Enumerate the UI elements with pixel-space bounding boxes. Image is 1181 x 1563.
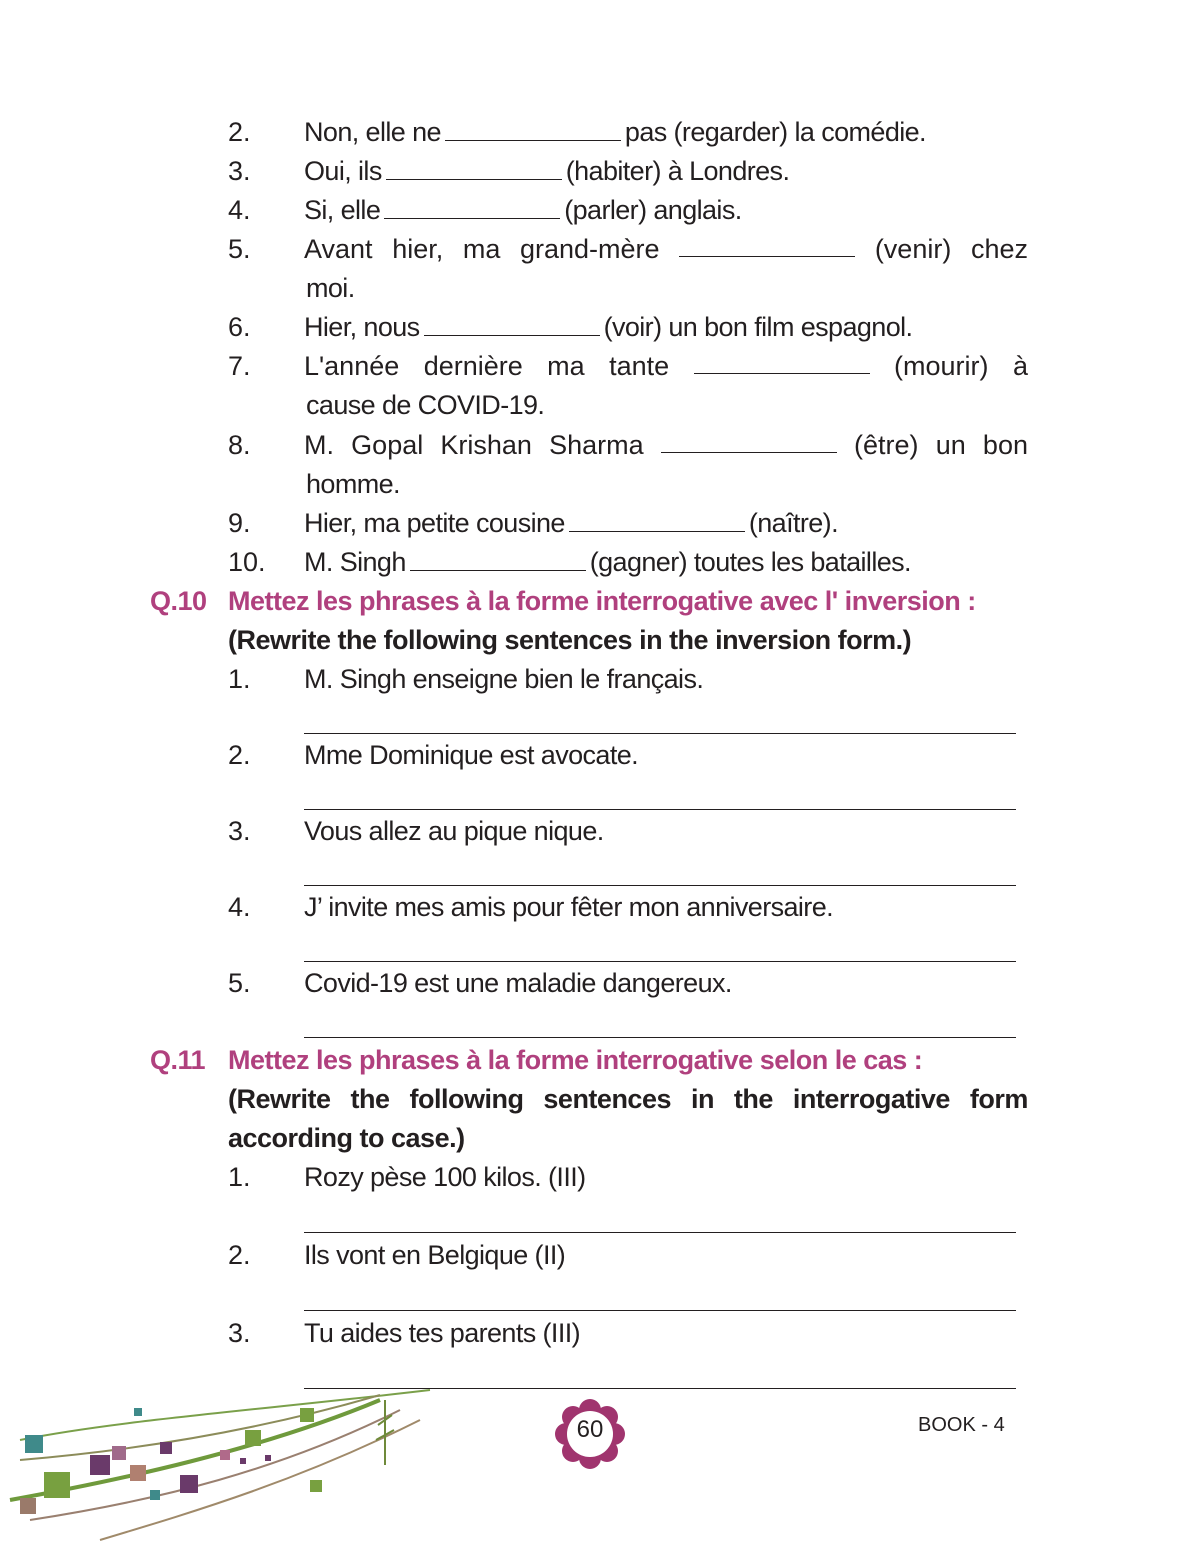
item-text: Ils vont en Belgique (II): [304, 1240, 566, 1270]
question-subtitle: (Rewrite the following sentences in the inversion form.): [228, 625, 912, 655]
item-number: 4.: [228, 195, 251, 225]
item-text: Vous allez au pique nique.: [304, 816, 604, 846]
item-text-after: pas (regarder) la comédie.: [624, 117, 926, 147]
word: sentences: [543, 1084, 671, 1114]
word: (Rewrite: [228, 1084, 331, 1114]
fill-blank[interactable]: [569, 507, 745, 532]
answer-line[interactable]: [304, 733, 1016, 734]
item-number: 1.: [228, 1162, 251, 1192]
word: in: [690, 1084, 714, 1114]
item-number: 5.: [228, 234, 251, 264]
item-text-before: Non, elle ne: [304, 117, 441, 147]
answer-line[interactable]: [304, 1232, 1016, 1233]
decorative-swoosh-icon: [0, 1380, 440, 1563]
fill-blank[interactable]: [386, 155, 562, 180]
item-text: Covid-19 est une maladie dangereux.: [304, 968, 732, 998]
answer-line[interactable]: [304, 885, 1016, 886]
fill-blank[interactable]: [445, 116, 621, 141]
item-text-after: (naître).: [748, 508, 838, 538]
question-subtitle-cont: according to case.): [228, 1123, 465, 1153]
item-text: Tu aides tes parents (III): [304, 1318, 581, 1348]
word: (mourir): [894, 351, 989, 381]
word: following: [409, 1084, 524, 1114]
item-text: J’ invite mes amis pour fêter mon anniversaire.: [304, 892, 834, 922]
item-number: 7.: [228, 351, 251, 381]
page-number-badge: [554, 1398, 626, 1470]
question-title: Mettez les phrases à la forme interrogative selon le cas :: [228, 1045, 923, 1075]
item-text-after: (voir) un bon film espagnol.: [603, 312, 913, 342]
word: Avant: [304, 234, 373, 264]
item-continuation: homme.: [306, 469, 400, 499]
book-label: BOOK - 4: [918, 1414, 1005, 1436]
item-text-after: (parler) anglais.: [564, 195, 742, 225]
item-number: 9.: [228, 508, 251, 538]
fill-blank[interactable]: [410, 546, 586, 571]
word: ma: [547, 351, 585, 381]
item-number: 6.: [228, 312, 251, 342]
question-label: Q.11: [150, 1045, 206, 1075]
item-text-before: M. Singh: [304, 547, 406, 577]
item-text-before: Si, elle: [304, 195, 381, 225]
item-number: 1.: [228, 664, 251, 694]
item-text-before: Oui, ils: [304, 156, 382, 186]
word: form: [969, 1084, 1028, 1114]
word: Sharma: [549, 430, 644, 460]
item-text-after: (habiter) à Londres.: [565, 156, 790, 186]
word: bon: [982, 430, 1028, 460]
word: chez: [970, 234, 1028, 264]
item-text-before: Hier, nous: [304, 312, 420, 342]
answer-line[interactable]: [304, 1037, 1016, 1038]
question-title: Mettez les phrases à la forme interrogative avec l' inversion :: [228, 586, 976, 616]
fill-blank[interactable]: [694, 349, 870, 374]
item-number: 8.: [228, 430, 251, 460]
answer-line[interactable]: [304, 961, 1016, 962]
item-number: 2.: [228, 1240, 251, 1270]
item-number: 4.: [228, 892, 251, 922]
item-continuation: moi.: [306, 273, 355, 303]
item-text: Mme Dominique est avocate.: [304, 740, 639, 770]
word: Krishan: [440, 430, 532, 460]
item-number: 3.: [228, 816, 251, 846]
fill-blank[interactable]: [384, 194, 560, 219]
question-subtitle: [228, 1082, 1028, 1116]
word: ma: [462, 234, 501, 264]
word: M.: [304, 430, 334, 460]
word: grand-mère: [520, 234, 660, 264]
answer-line[interactable]: [304, 809, 1016, 810]
fill-blank[interactable]: [679, 232, 855, 257]
item-text-after: (gagner) toutes les batailles.: [589, 547, 911, 577]
item-number: 2.: [228, 117, 251, 147]
word: hier,: [392, 234, 444, 264]
question-label: Q.10: [150, 586, 207, 616]
item-number: 2.: [228, 740, 251, 770]
item-text: Rozy pèse 100 kilos. (III): [304, 1162, 586, 1192]
item-number: 3.: [228, 1318, 251, 1348]
item-text: M. Singh enseigne bien le français.: [304, 664, 704, 694]
item-number: 3.: [228, 156, 251, 186]
word: the: [733, 1084, 773, 1114]
answer-line[interactable]: [304, 1310, 1016, 1311]
word: Gopal: [351, 430, 424, 460]
word: tante: [609, 351, 670, 381]
word: (venir): [874, 234, 952, 264]
word: dernière: [423, 351, 523, 381]
word: (être): [854, 430, 919, 460]
item-number: 5.: [228, 968, 251, 998]
word: à: [1012, 351, 1028, 381]
item-text-before: Hier, ma petite cousine: [304, 508, 565, 538]
word: L'année: [304, 351, 400, 381]
item-continuation: cause de COVID-19.: [306, 390, 545, 420]
word: interrogative: [792, 1084, 950, 1114]
fill-blank[interactable]: [424, 311, 600, 336]
word: un: [935, 430, 966, 460]
item-number: 10.: [228, 547, 266, 577]
page-number: 60: [576, 1416, 604, 1443]
word: the: [350, 1084, 390, 1114]
fill-blank[interactable]: [661, 428, 837, 453]
